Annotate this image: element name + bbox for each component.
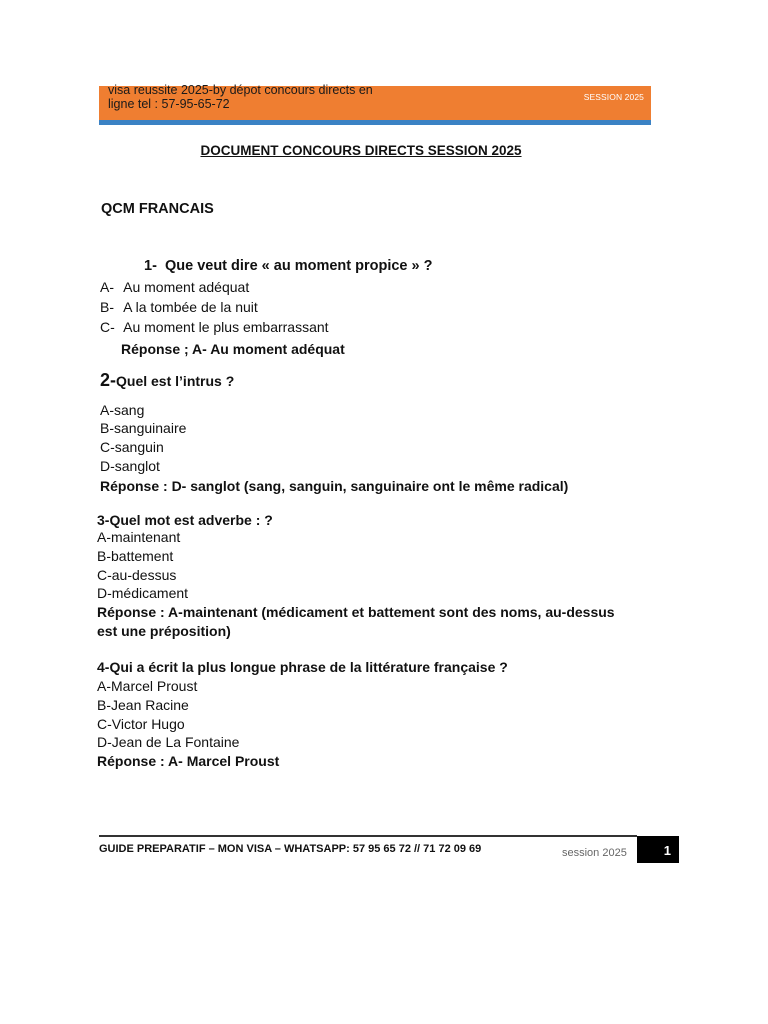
question-1-option-b	[100, 299, 258, 315]
question-4-option-d: D-Jean de La Fontaine	[97, 734, 240, 750]
option-letter: B-	[100, 299, 114, 315]
question-3-option-b: B-battement	[97, 548, 174, 564]
question-2-option-b: B-sanguinaire	[100, 420, 187, 436]
page-number-box	[637, 836, 679, 863]
footer-divider	[99, 835, 637, 837]
section-title: QCM FRANCAIS	[101, 201, 214, 217]
option-text: Au moment adéquat	[123, 279, 250, 295]
footer-text: GUIDE PREPARATIF – MON VISA – WHATSAPP: 57 95 65 72 // 71 72 09 69	[99, 843, 482, 855]
question-3-option-d: D-médicament	[97, 585, 189, 601]
question-4-option-b: B-Jean Racine	[97, 697, 189, 713]
header-accent-strip	[99, 120, 651, 125]
question-2-text: Quel est l’intrus ?	[116, 373, 235, 389]
question-2	[100, 370, 234, 391]
question-3-answer-line-1: Réponse : A-maintenant (médicament et battement sont des noms, au-dessus	[97, 604, 615, 620]
question-1-text: Que veut dire « au moment propice » ?	[164, 258, 433, 274]
question-2-option-d: D-sanglot	[100, 458, 160, 474]
option-text: A la tombée de la nuit	[123, 299, 258, 315]
question-4-option-a: A-Marcel Proust	[97, 678, 198, 694]
document-title: DOCUMENT CONCOURS DIRECTS SESSION 2025	[200, 143, 522, 158]
question-1	[144, 258, 432, 274]
question-4: 4-Qui a écrit la plus longue phrase de la littérature française ?	[97, 659, 508, 675]
question-3: 3-Quel mot est adverbe : ?	[97, 512, 273, 528]
question-3-option-c: C-au-dessus	[97, 567, 177, 583]
question-2-number: 2-	[100, 370, 117, 390]
header-contact-text: visa reussite 2025-by dépot concours directs en ligne tel : 57-95-65-72	[108, 83, 373, 111]
question-1-answer: Réponse ; A- Au moment adéquat	[121, 341, 345, 357]
question-2-option-c: C-sanguin	[100, 439, 164, 455]
question-4-option-c: C-Victor Hugo	[97, 716, 185, 732]
question-3-option-a: A-maintenant	[97, 529, 181, 545]
option-letter: A-	[100, 279, 114, 295]
question-1-number: 1-	[144, 258, 157, 274]
question-4-answer: Réponse : A- Marcel Proust	[97, 753, 280, 769]
question-1-option-a	[100, 279, 249, 295]
page-number: 1	[663, 843, 671, 858]
question-1-option-c	[100, 319, 329, 335]
option-text: Au moment le plus embarrassant	[123, 319, 329, 335]
question-2-answer: Réponse : D- sanglot (sang, sanguin, sanguinaire ont le même radical)	[100, 478, 569, 494]
header-session-label: SESSION 2025	[583, 92, 644, 102]
footer-session: session 2025	[562, 847, 627, 859]
question-3-answer-line-2: est une préposition)	[97, 623, 231, 639]
question-2-option-a: A-sang	[100, 402, 145, 418]
option-letter: C-	[100, 319, 115, 335]
